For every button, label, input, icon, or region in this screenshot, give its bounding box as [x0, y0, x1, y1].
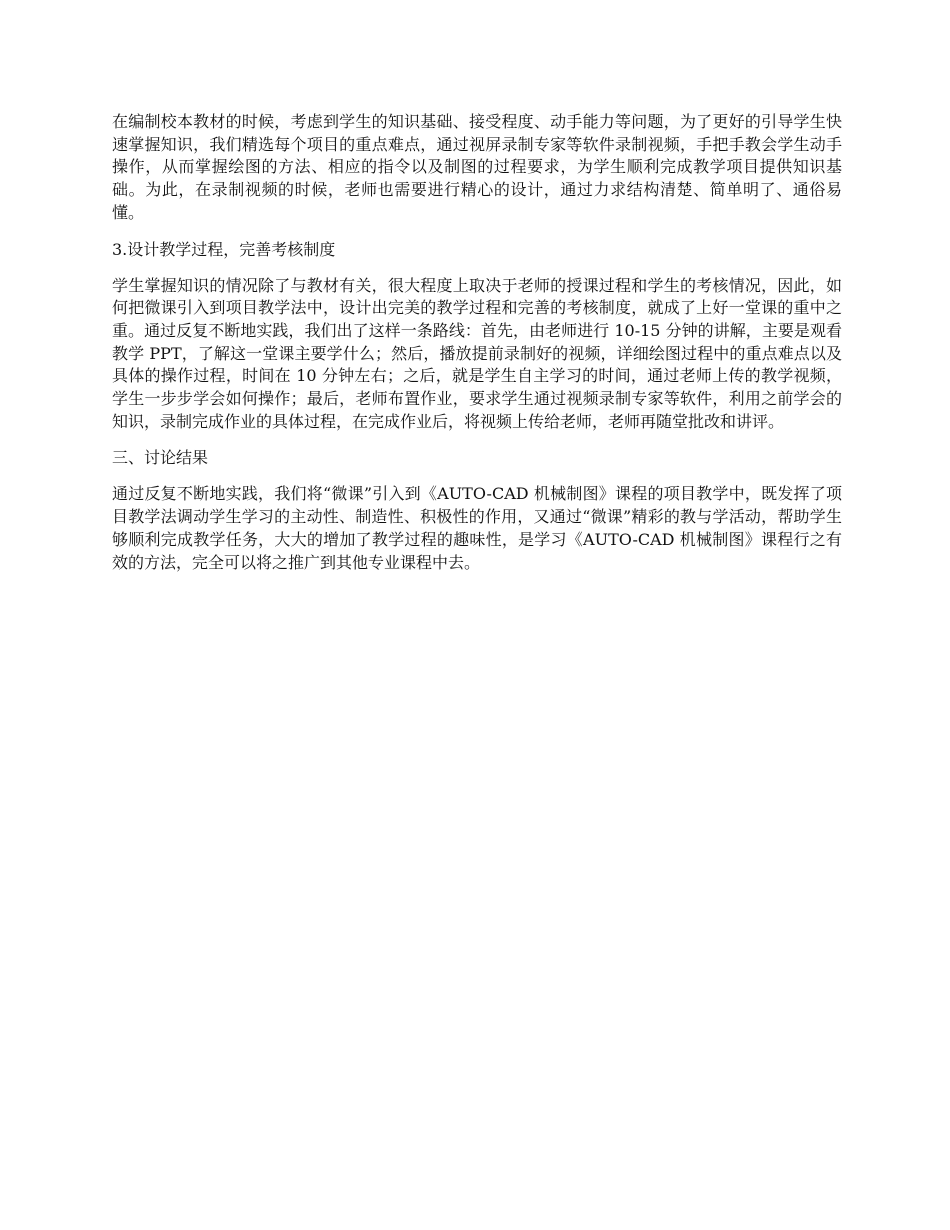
section-heading-discussion-results: 三、讨论结果 — [112, 448, 209, 468]
section-heading-teaching-process: 3.设计教学过程，完善考核制度 — [112, 239, 336, 259]
paragraph-teaching-process: 学生掌握知识的情况除了与教材有关，很大程度上取决于老师的授课过程和学生的考核情况，因此，如何把微课引入到项目教学法中，设计出完美的教学过程和完善的考核制度，就成了上好一堂课的重中之重。通过反复不断地实践，我们出了这样一条路线：首先，由老师进行 10-15 分钟的讲解，主要是观看教学 PPT，了解这一堂课主要学什么；然后，播放提前录制好的视频，详细绘图过程中的重点难点以及具体的操作过程，时间在 10 分钟左右；之后，就是学生自主学习的时间，通过老师上传的教学视频，学生一步步学会如何操作；最后，老师布置作业，要求学生通过视频录制专家等软件，利用之前学会的知识，录制完成作业的具体过程，在完成作业后，将视频上传给老师，老师再随堂批改和讲评。 — [112, 275, 842, 431]
paragraph-textbook-design: 在编制校本教材的时候，考虑到学生的知识基础、接受程度、动手能力等问题，为了更好的引导学生快速掌握知识，我们精选每个项目的重点难点，通过视屏录制专家等软件录制视频，手把手教会学生动手操作，从而掌握绘图的方法、相应的指令以及制图的过程要求，为学生顺利完成教学项目提供知识基础。为此，在录制视频的时候，老师也需要进行精心的设计，通过力求结构清楚、简单明了、通俗易懂。 — [112, 112, 842, 222]
document-page — [112, 111, 842, 574]
paragraph-discussion-results: 通过反复不断地实践，我们将“微课”引入到《AUTO-CAD 机械制图》课程的项目教学中，既发挥了项目教学法调动学生学习的主动性、制造性、积极性的作用，又通过“微课”精彩的教与学活动，帮助学生够顺利完成教学任务，大大的增加了教学过程的趣味性，是学习《AUTO-CAD 机械制图》课程行之有效的方法，完全可以将之推广到其他专业课程中去。 — [112, 484, 842, 572]
